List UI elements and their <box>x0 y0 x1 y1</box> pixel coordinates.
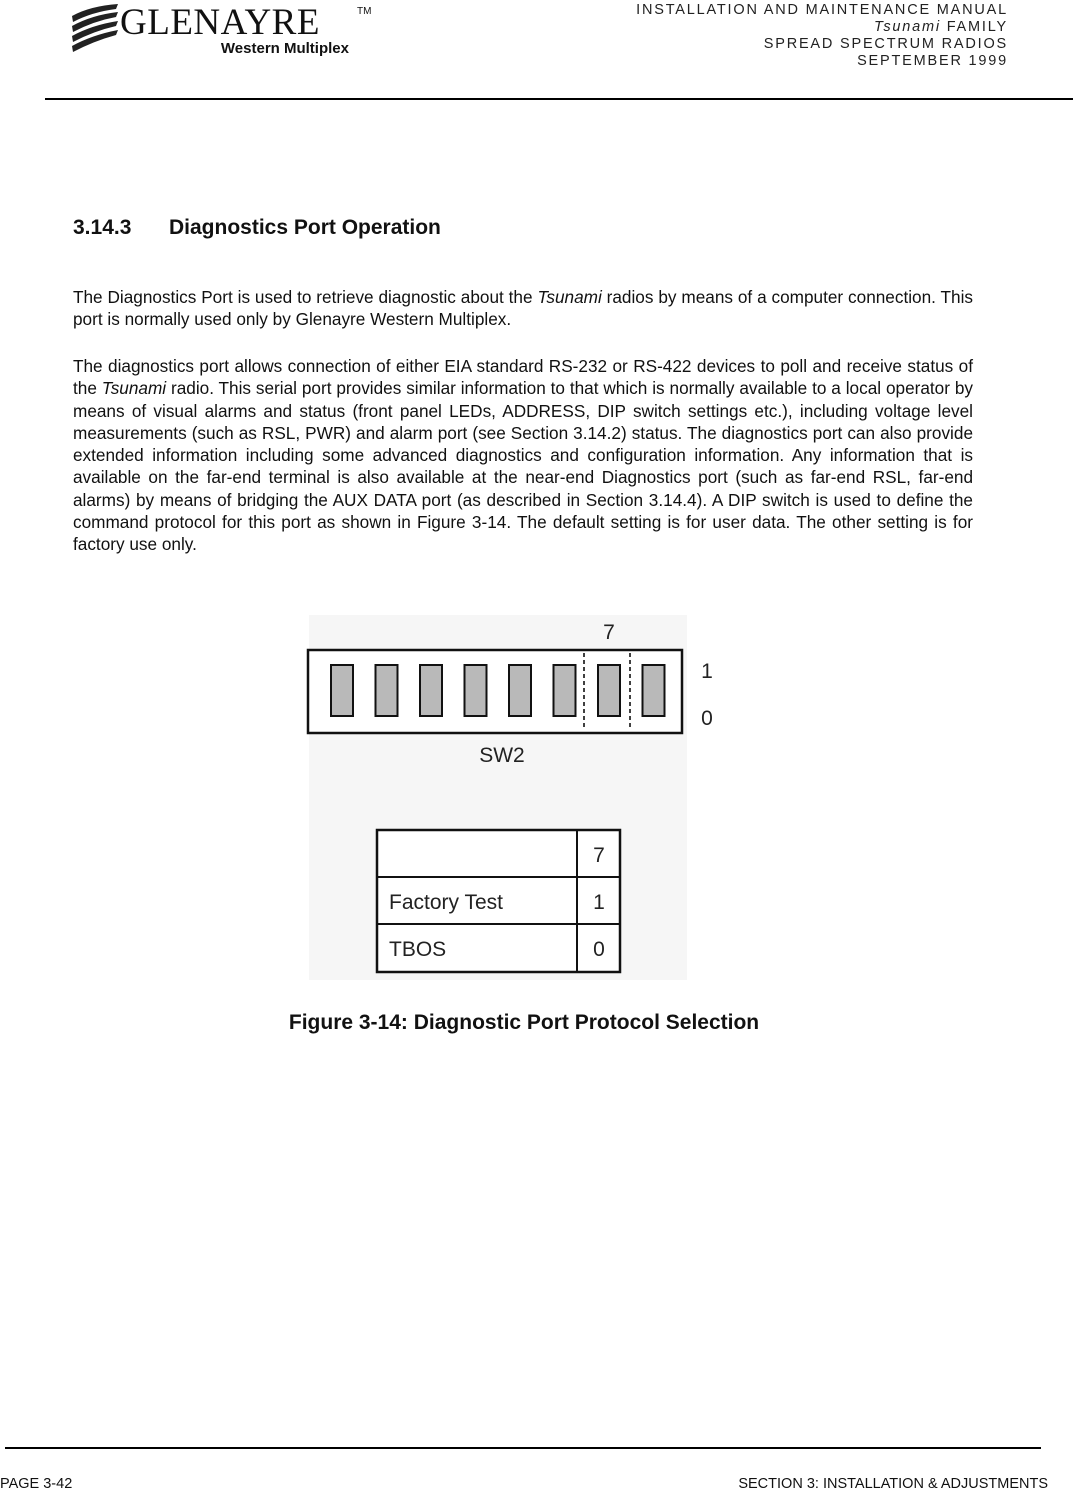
header-product: SPREAD SPECTRUM RADIOS <box>763 36 1008 52</box>
paragraph-2-text-c: radio. This serial port provides similar information to that which is normally available to a local operator by means of visual alarms and status (front panel LEDs, ADDRESS, DIP switch settings etc.), including voltage level measurements (such as RSL, PWR) and alarm port (see Section 3.14.2) status. The diagnostics port can also provide extended information including some advanced diagnostics and configuration information. Any information that is available on the far-end terminal is also available at the near-end Diagnostics port (such as far-end RSL, far-end alarms) by means of bridging the AUX DATA port (as described in Section 3.14.4). A DIP switch is used to define the command protocol for this port as shown in Figure 3-14. The default setting is for user data. The other setting is for factory use only. <box>73 378 973 555</box>
section-title: Diagnostics Port Operation <box>169 216 441 239</box>
header-family-rest: FAMILY <box>940 19 1008 35</box>
protocol-table <box>377 830 620 972</box>
header-family-italic: Tsunami <box>874 19 941 35</box>
switch-body <box>308 650 682 733</box>
dip-switch-lever <box>643 665 665 716</box>
logo-trademark: TM <box>357 6 372 17</box>
figure-caption: Figure 3-14: Diagnostic Port Protocol Selection <box>288 1011 760 1034</box>
header-family <box>636 19 1008 36</box>
running-header <box>636 2 1008 70</box>
switch-index-label: 7 <box>603 621 615 644</box>
dip-switch-figure <box>305 615 725 980</box>
dip-switch-lever <box>376 665 398 716</box>
protocol-table-header-value: 7 <box>593 844 605 867</box>
header-date: SEPTEMBER 1999 <box>857 53 1008 69</box>
header-rule <box>45 98 1073 100</box>
protocol-row-label: Factory Test <box>389 891 503 914</box>
dip-switch-lever <box>420 665 442 716</box>
protocol-row-label: TBOS <box>389 938 447 961</box>
protocol-row-value: 1 <box>593 891 605 914</box>
paragraph-1-text-a: The Diagnostics Port is used to retrieve diagnostic about the <box>73 287 538 307</box>
dip-switch-lever <box>554 665 576 716</box>
dip-switch-lever <box>331 665 353 716</box>
paragraph-2 <box>73 355 973 556</box>
dip-switch-lever <box>509 665 531 716</box>
position-on-label: 1 <box>701 660 713 683</box>
logo-subtitle: Western Multiplex <box>220 40 349 57</box>
logo-swoosh-icon <box>72 4 118 52</box>
protocol-row-value: 0 <box>593 938 605 961</box>
switch-name-label: SW2 <box>479 744 525 767</box>
paragraph-2-text-a: The diagnostics port allows connection of either EIA standard RS-232 or RS-422 devices to poll and receive status of the <box>73 356 973 399</box>
paragraph-2-italic: Tsunami <box>101 378 167 399</box>
section-heading <box>73 216 441 240</box>
paragraph-1 <box>73 286 973 331</box>
position-off-label: 0 <box>701 707 713 730</box>
paragraph-1-text-c: radios by means of a computer connection. This port is normally used only by Glenayre Western Multiplex. <box>73 287 973 330</box>
header-manual-title: INSTALLATION AND MAINTENANCE MANUAL <box>636 2 1008 18</box>
footer-section-title: SECTION 3: INSTALLATION & ADJUSTMENTS <box>738 1476 1048 1492</box>
footer-rule <box>5 1447 1041 1449</box>
glenayre-logo <box>70 2 370 62</box>
page-number: PAGE 3-42 <box>0 1476 73 1492</box>
logo-wordmark: GLENAYRE <box>120 2 320 43</box>
paragraph-1-italic: Tsunami <box>537 287 602 307</box>
section-number: 3.14.3 <box>73 216 132 239</box>
dip-switch-lever <box>598 665 620 716</box>
dip-switch-lever <box>465 665 487 716</box>
